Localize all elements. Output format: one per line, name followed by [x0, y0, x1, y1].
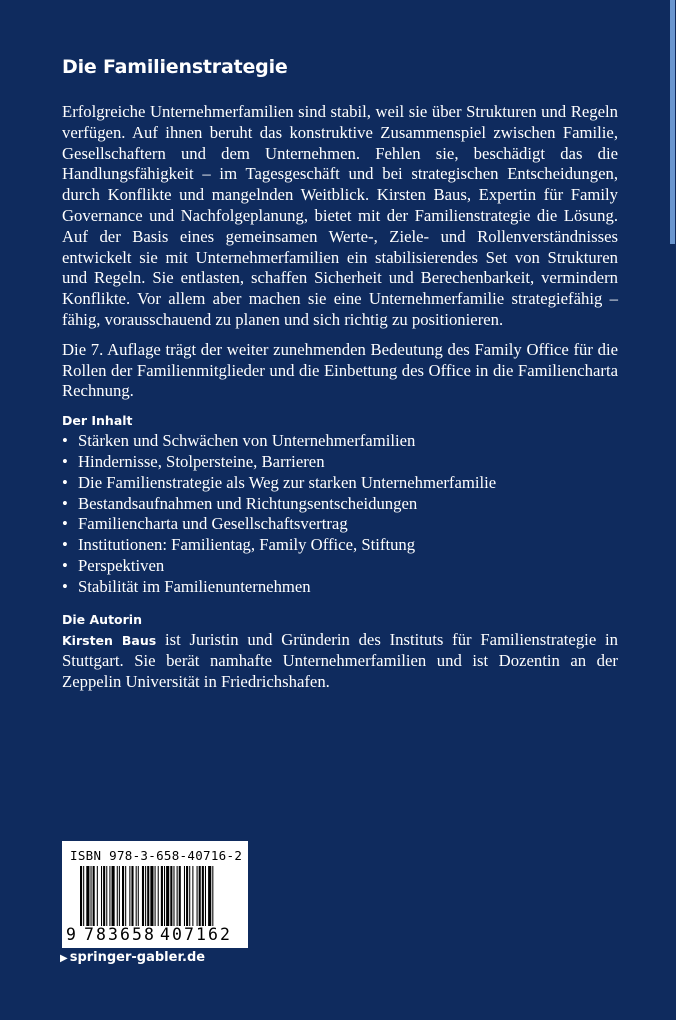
book-title: Die Familienstrategie	[62, 56, 288, 78]
contents-heading: Der Inhalt	[62, 413, 133, 429]
barcode-bar	[106, 866, 107, 926]
barcode-digit: 8	[144, 925, 154, 944]
barcode-bar	[197, 866, 198, 926]
accent-stripe	[670, 0, 675, 244]
barcode-bar	[138, 866, 139, 926]
barcode-bar	[155, 866, 156, 926]
barcode-bar	[129, 866, 130, 926]
list-item: • Stabilität im Familienunternehmen	[62, 576, 311, 596]
barcode-digit: 7	[184, 925, 194, 944]
barcode-bar	[103, 866, 105, 926]
barcode-bar	[112, 866, 115, 926]
list-item: • Bestandsaufnahmen und Richtungsentscheidungen	[62, 493, 418, 513]
barcode-bar	[93, 866, 95, 926]
barcode-digit: 0	[172, 925, 182, 944]
barcode-bar	[119, 866, 120, 926]
bullet: •	[62, 576, 68, 596]
barcode-bar	[131, 866, 133, 926]
barcode-bar	[150, 866, 153, 926]
barcode-bar	[122, 866, 124, 926]
barcode-digits	[62, 925, 248, 947]
intro-paragraph: Erfolgreiche Unternehmerfamilien sind stabil, weil sie über Strukturen und Regeln verfügen. Auf ihnen beruht das konstruktive Zusammenspiel zwischen Familie, Gesellschaftern und dem Unternehmen. Fehlen sie, beschädigt das die Handlungsfähigkeit – im Tagesgeschäft und bei strategischen Entscheidungen, durch Konflikte und mangelnden Weitblick. Kirsten Baus, Expertin für Family Governance und Nachfolgeplanung, bietet mit der Familienstrategie die Lösung. Auf der Basis eines gemeinsamen Werte-, Ziele- und Rollenverständnisses entwickelt sie mit Unternehmerfamilien ein stabilisierendes Set von Strukturen und Regeln. Sie entlasten, schaffen Sicherheit und Berechenbarkeit, vermindern Konflikte. Vor allem aber machen sie eine Unternehmerfamilie strategiefähig – fähig, vorausschauend zu planen und sich richtig zu positionieren.	[62, 102, 618, 329]
barcode-bar	[205, 866, 206, 926]
barcode-bar	[158, 866, 159, 926]
barcode-bar	[86, 866, 89, 926]
barcode-digit: 6	[120, 925, 130, 944]
edition-paragraph: Die 7. Auflage trägt der weiter zunehmenden Bedeutung des Family Office für die Rollen der Familienmitglieder und die Einbettung des Office in die Familiencharta Rechnung.	[62, 339, 618, 401]
barcode-bar	[192, 866, 193, 926]
barcode-digit: 1	[196, 925, 206, 944]
barcode-bar	[166, 866, 169, 926]
barcode-bar	[125, 866, 126, 926]
barcode-digit: 3	[108, 925, 118, 944]
bullet: •	[62, 431, 68, 451]
barcode-bar	[202, 866, 204, 926]
barcode-digit: 4	[160, 925, 170, 944]
list-item: • Stärken und Schwächen von Unternehmerfamilien	[62, 431, 416, 451]
barcode-digit: 9	[66, 925, 76, 944]
barcode-bar	[164, 866, 165, 926]
author-name: Kirsten Baus	[62, 632, 157, 648]
barcode-bar	[179, 866, 181, 926]
barcode-bar	[170, 866, 172, 926]
barcode-digit: 5	[132, 925, 142, 944]
list-item: • Familiencharta und Gesellschaftsvertrag	[62, 514, 348, 534]
author-bio: ist Juristin und Gründerin des Instituts für Familienstrategie in Stuttgart. Sie berät namhafte Unternehmerfamilien und ist Dozentin an der Zeppelin Universität in Friedrichshafen.	[62, 629, 618, 692]
barcode-bar	[97, 866, 98, 926]
barcode-digit: 8	[96, 925, 106, 944]
barcode-bar	[117, 866, 118, 926]
bullet: •	[62, 451, 68, 471]
barcode-bar	[83, 866, 84, 926]
barcode-bar	[109, 866, 110, 926]
barcode-bar	[142, 866, 144, 926]
barcode-bar	[189, 866, 190, 926]
barcode-bars	[80, 866, 238, 926]
isbn-label: ISBN 978-3-658-40716-2	[70, 848, 243, 863]
contents-list	[62, 431, 618, 597]
barcode-bar	[147, 866, 149, 926]
list-item: • Institutionen: Familientag, Family Office, Stiftung	[62, 535, 416, 555]
bullet: •	[62, 493, 68, 513]
list-item: • Die Familienstrategie als Weg zur starken Unternehmerfamilie	[62, 472, 497, 492]
barcode-bar	[199, 866, 201, 926]
author-paragraph	[62, 630, 618, 693]
barcode-digit: 2	[220, 925, 230, 944]
isbn-barcode	[62, 841, 248, 948]
barcode-bar	[145, 866, 146, 926]
barcode-bar	[212, 866, 213, 926]
bullet: •	[62, 514, 68, 534]
list-item: • Perspektiven	[62, 555, 165, 575]
barcode-digit: 6	[208, 925, 218, 944]
barcode-bar	[184, 866, 185, 926]
barcode-bar	[91, 866, 92, 926]
barcode-bar	[136, 866, 137, 926]
publisher-url[interactable]: ▶ springer-gabler.de	[60, 950, 206, 965]
barcode-bar	[173, 866, 174, 926]
barcode-bar	[80, 866, 82, 926]
bullet: •	[62, 555, 68, 575]
barcode-bar	[208, 866, 211, 926]
barcode-bar	[177, 866, 178, 926]
bullet: •	[62, 472, 68, 492]
back-cover-text	[62, 56, 618, 702]
barcode-bar	[186, 866, 188, 926]
author-heading: Die Autorin	[62, 611, 142, 627]
barcode-bar	[161, 866, 163, 926]
bullet: •	[62, 535, 68, 555]
list-item: • Hindernisse, Stolpersteine, Barrieren	[62, 451, 325, 471]
barcode-bar	[101, 866, 102, 926]
play-triangle-icon: ▶	[60, 953, 68, 964]
barcode-digit: 7	[84, 925, 94, 944]
